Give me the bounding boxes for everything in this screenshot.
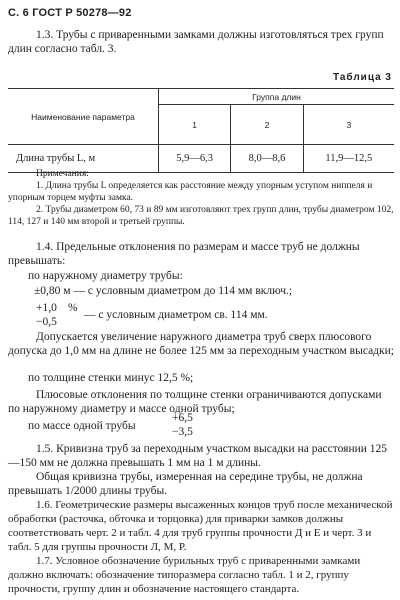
section-1-5-p2: Общая кривизна трубы, измеренная на середине трубы, не должна превышать 1/2000 длины трубы.	[8, 471, 363, 497]
dev-unit: %	[68, 302, 78, 314]
plus-dev-paragraph: Плюсовые отклонения по толщине стенки ограничиваются допусками по наружному диаметру и массе одной трубы;	[8, 389, 382, 415]
mass-minus: −3,5	[172, 426, 193, 438]
notes-title: Примечания:	[36, 169, 89, 179]
subcol-2: 2	[231, 105, 303, 145]
subcol-3: 3	[303, 105, 394, 145]
subcol-1: 1	[159, 105, 231, 145]
row-value-1: 5,9—6,3	[159, 145, 231, 173]
row-label: Длина трубы L, м	[8, 145, 159, 173]
row-value-3: 11,9—12,5	[303, 145, 394, 173]
col-header-param: Наименование параметра	[8, 89, 159, 145]
wall-tolerance: по толщине стенки минус 12,5 %;	[28, 372, 194, 384]
mass-plus: +6,5	[172, 412, 193, 424]
dev-line-a: ±0,80 м — с условным диаметром до 114 мм включ.;	[34, 285, 293, 297]
page-header: С. 6 ГОСТ Р 50278—92	[8, 7, 132, 19]
dev-line-b: — с условным диаметром св. 114 мм.	[84, 309, 268, 321]
table-title: Таблица 3	[332, 72, 392, 83]
section-1-4-intro: 1.4. Предельные отклонения по размерам и массе труб не должны превышать:	[8, 241, 360, 267]
section-1-7: 1.7. Условное обозначение бурильных труб с приваренными замками должно включать: обозначение типоразмера согласно табл. 1 и 2, группу прочности, группу длин и обозначение настоящего стандарта.	[8, 555, 361, 595]
section-1-5-p1: 1.5. Кривизна труб за переходным участком высадки на расстоянии 125—150 мм не должна превышать 1 мм на 1 м длины.	[8, 443, 388, 469]
table-3	[8, 88, 394, 173]
note-1: 1. Длина трубы L определяется как расстояние между упорным уступом ниппеля и упорным торцем муфты замка.	[8, 181, 373, 203]
col-header-group: Группа длин	[159, 89, 395, 105]
mass-label: по массе одной трубы	[28, 420, 136, 432]
dev-plus: +1,0	[36, 302, 57, 314]
section-1-6: 1.6. Геометрические размеры высаженных концов труб после механической обработки (расточка, обточка и торцовка) для приварки замков должны соответствовать черт. 2 и табл. 4 для труб группы прочности Д и Е и черт. 3 и табл. 5 для группы прочности Л, М, Р.	[8, 499, 393, 553]
section-1-3: 1.3. Трубы с приваренными замками должны изготовляться трех групп длин согласно табл. 3.	[8, 29, 384, 55]
note-2: 2. Трубы диаметром 60, 73 и 89 мм изготовляют трех групп длин, трубы диаметром 102, 114, 127 и 140 мм второй и третьей группы.	[8, 205, 394, 227]
outer-diam-label: по наружному диаметру трубы:	[28, 270, 183, 282]
allow-paragraph: Допускается увеличение наружного диаметра труб сверх плюсового допуска до 1,0 мм на длине не более 125 мм за переходным участком высадки;	[8, 331, 394, 357]
dev-minus: −0,5	[36, 316, 57, 328]
row-value-2: 8,0—8,6	[231, 145, 303, 173]
